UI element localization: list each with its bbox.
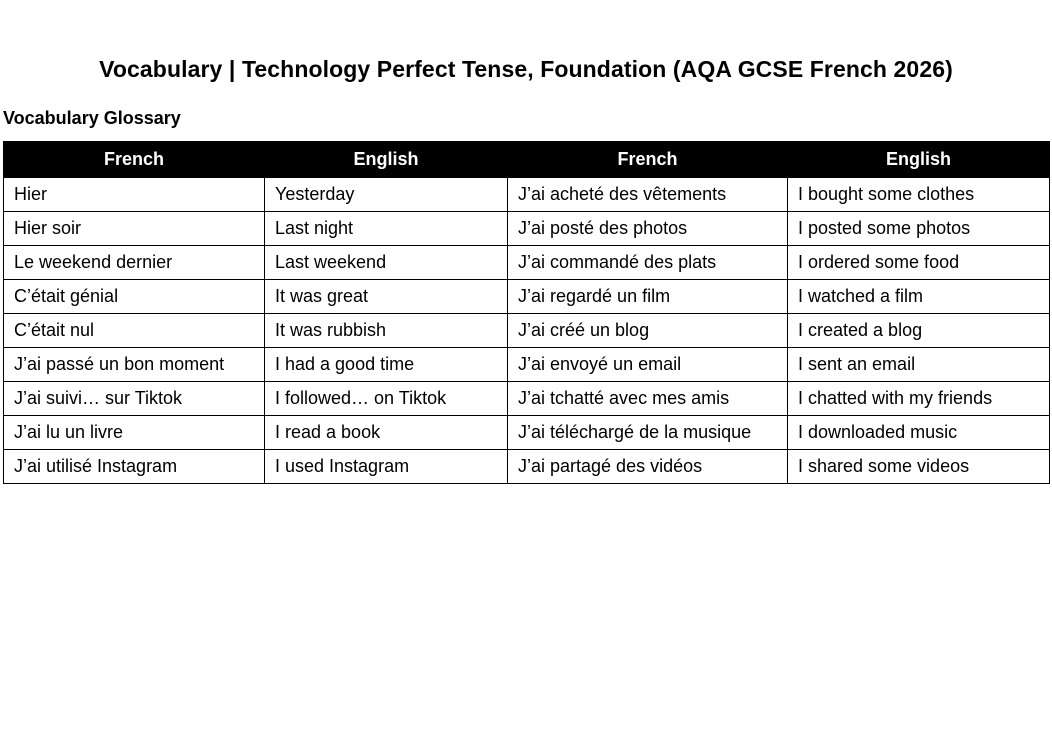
document-title: Vocabulary | Technology Perfect Tense, Foundation (AQA GCSE French 2026): [99, 56, 953, 82]
table-cell: J’ai passé un bon moment: [4, 348, 265, 382]
table-cell: I read a book: [265, 416, 508, 450]
table-cell: Last night: [265, 212, 508, 246]
table-cell: J’ai tchatté avec mes amis: [508, 382, 788, 416]
table-cell: J’ai posté des photos: [508, 212, 788, 246]
table-cell: Le weekend dernier: [4, 246, 265, 280]
table-cell: I followed… on Tiktok: [265, 382, 508, 416]
table-header-row: [4, 142, 1050, 178]
table-cell: I ordered some food: [788, 246, 1050, 280]
table-cell: Hier soir: [4, 212, 265, 246]
table-cell: J’ai téléchargé de la musique: [508, 416, 788, 450]
table-cell: I sent an email: [788, 348, 1050, 382]
table-cell: Hier: [4, 178, 265, 212]
table-cell: J’ai suivi… sur Tiktok: [4, 382, 265, 416]
table-row: [4, 348, 1050, 382]
table-row: [4, 416, 1050, 450]
column-header-english: English: [265, 142, 508, 178]
table-row: [4, 450, 1050, 484]
column-header-english: English: [788, 142, 1050, 178]
table-row: [4, 246, 1050, 280]
table-cell: I used Instagram: [265, 450, 508, 484]
table-cell: I shared some videos: [788, 450, 1050, 484]
table-cell: I had a good time: [265, 348, 508, 382]
column-header-french: French: [508, 142, 788, 178]
table-row: [4, 314, 1050, 348]
table-cell: I watched a film: [788, 280, 1050, 314]
table-cell: J’ai regardé un film: [508, 280, 788, 314]
table-row: [4, 280, 1050, 314]
table-cell: J’ai partagé des vidéos: [508, 450, 788, 484]
table-cell: I chatted with my friends: [788, 382, 1050, 416]
table-cell: J’ai lu un livre: [4, 416, 265, 450]
table-cell: J’ai commandé des plats: [508, 246, 788, 280]
table-cell: J’ai acheté des vêtements: [508, 178, 788, 212]
table-cell: J’ai envoyé un email: [508, 348, 788, 382]
table-cell: I bought some clothes: [788, 178, 1050, 212]
table-cell: I downloaded music: [788, 416, 1050, 450]
table-cell: It was rubbish: [265, 314, 508, 348]
table-cell: Yesterday: [265, 178, 508, 212]
section-heading: Vocabulary Glossary: [3, 108, 181, 128]
vocabulary-table: [3, 141, 1050, 484]
table-cell: J’ai créé un blog: [508, 314, 788, 348]
table-row: [4, 178, 1050, 212]
table-cell: C’était génial: [4, 280, 265, 314]
table-row: [4, 382, 1050, 416]
table-cell: I posted some photos: [788, 212, 1050, 246]
table-row: [4, 212, 1050, 246]
column-header-french: French: [4, 142, 265, 178]
table-cell: J’ai utilisé Instagram: [4, 450, 265, 484]
table-cell: C’était nul: [4, 314, 265, 348]
table-cell: I created a blog: [788, 314, 1050, 348]
table-cell: It was great: [265, 280, 508, 314]
table-cell: Last weekend: [265, 246, 508, 280]
